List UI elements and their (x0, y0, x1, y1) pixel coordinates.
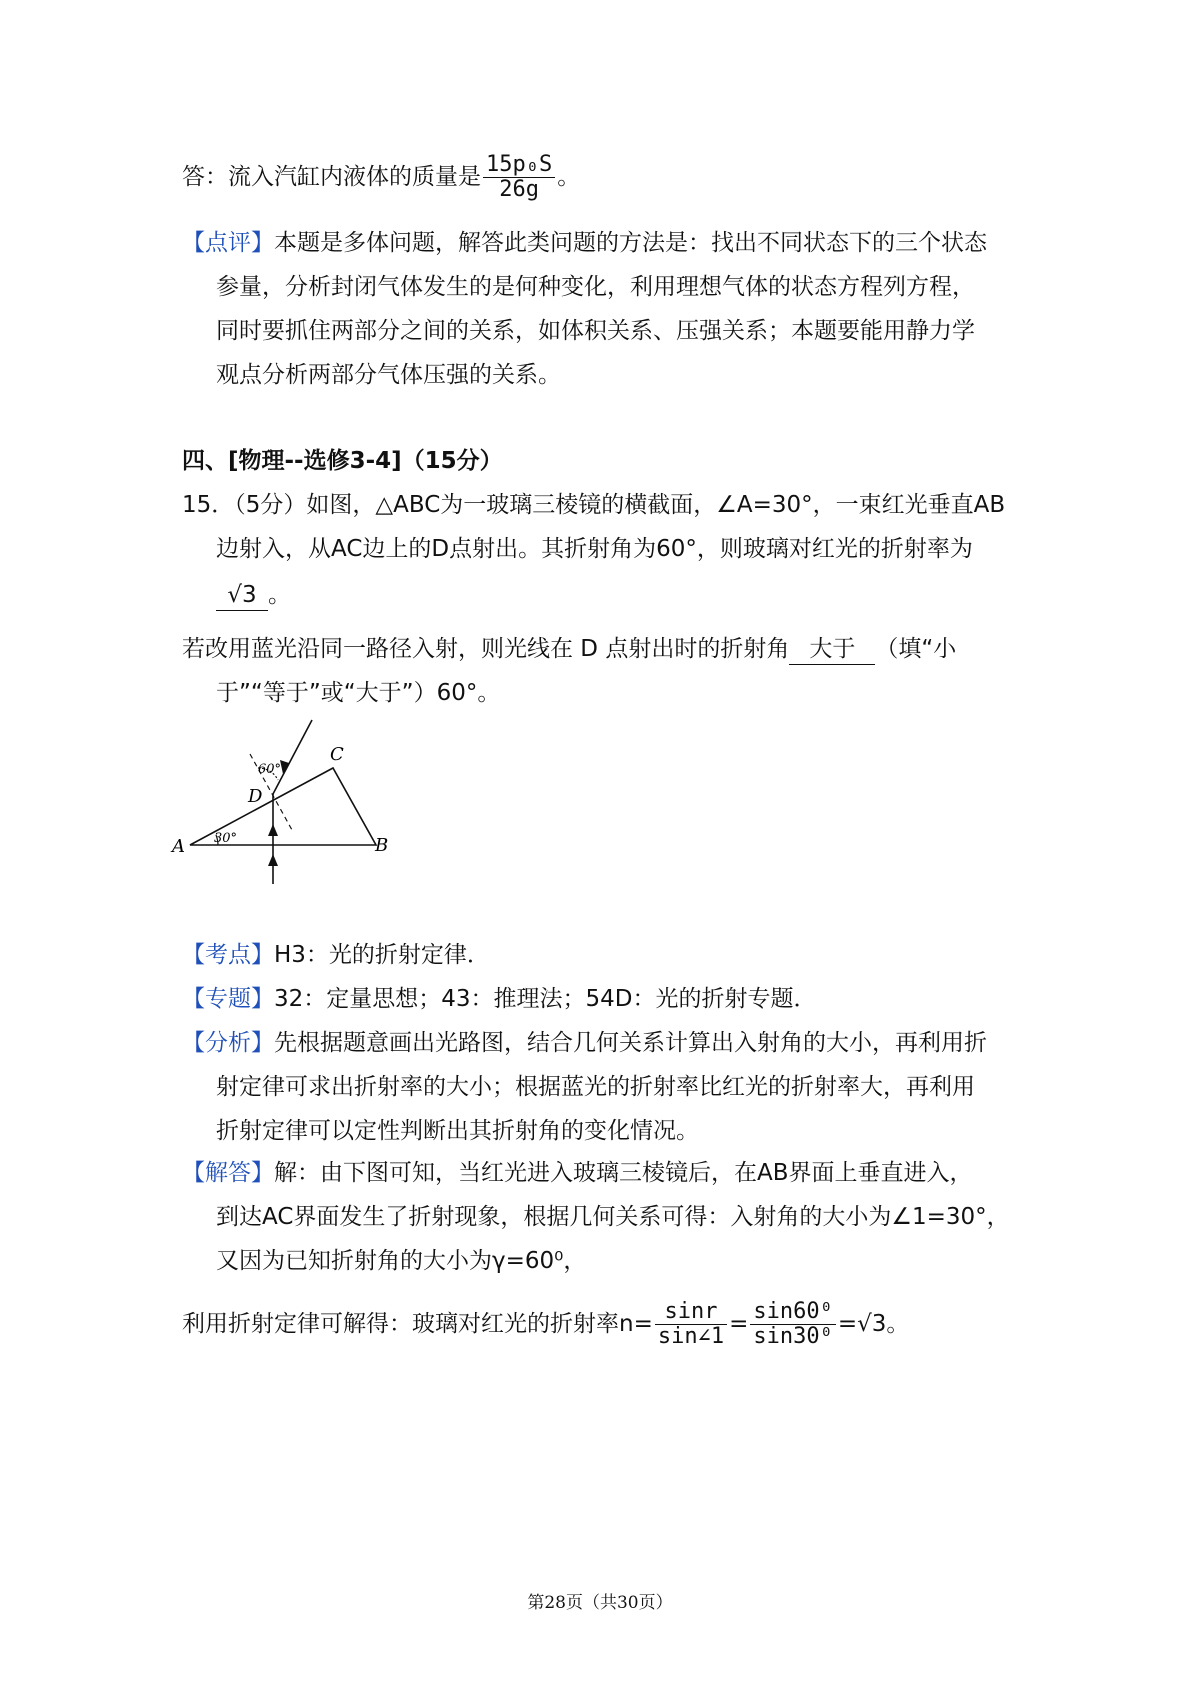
answer-blank-2: 大于 (789, 634, 875, 665)
label-d: D (248, 786, 263, 807)
fenxi-tag: 【分析】 (182, 1030, 274, 1056)
answer-prefix: 答：流入汽缸内液体的质量是 (182, 164, 481, 190)
comment-line-2: 参量，分析封闭气体发生的是何种变化，利用理想气体的状态方程列方程， (216, 274, 975, 300)
label-angle-a: 30° (214, 831, 238, 846)
prism-diagram (170, 718, 430, 888)
fraction-sin-ratio: $\frac{\sin r}{\sin\angle 1}$ (655, 1300, 727, 1349)
jieda-line-1: 【解答】解：由下图可知，当红光进入玻璃三棱镜后，在AB界面上垂直进入， (182, 1160, 973, 1186)
final-line: 利用折射定律可解得：玻璃对红光的折射率n= $\frac{\sin r}{\sin\angle 1}$ = $\frac{\text{sin60⁰}}{\text{sin30⁰}}$ =√3。 (182, 1299, 910, 1349)
comment-line-4: 观点分析两部分气体压强的关系。 (216, 362, 561, 388)
label-c: C (330, 744, 344, 765)
fenxi-line-1: 【分析】先根据题意画出光路图，结合几何关系计算出入射角的大小，再利用折 (182, 1030, 987, 1056)
question-line-3: √3 。 (216, 580, 291, 611)
jieda-line-2: 到达AC界面发生了折射现象，根据几何关系可得：入射角的大小为∠1=30°， (216, 1204, 1010, 1230)
jieda-tag: 【解答】 (182, 1160, 274, 1186)
question-line-1: 15．（5分）如图，△ABC为一玻璃三棱镜的横截面，∠A=30°，一束红光垂直AB (182, 492, 1006, 518)
zhuanti-tag: 【专题】 (182, 986, 274, 1012)
jieda-line-3: 又因为已知折射角的大小为γ=60⁰， (216, 1248, 587, 1274)
label-angle-d: 60° (258, 762, 282, 777)
incident-arrow-upper (268, 824, 278, 836)
incident-arrow-lower (268, 854, 278, 866)
mass-fraction: $\frac{\text{15p₀S}}{26g}$ (483, 153, 555, 202)
fenxi-line-3: 折射定律可以定性判断出其折射角的变化情况。 (216, 1118, 699, 1144)
question-line-5: 于”“等于”或“大于”）60°。 (216, 680, 501, 706)
answer-blank-1: √3 (216, 580, 268, 611)
comment-line-3: 同时要抓住两部分之间的关系，如体积关系、压强关系；本题要能用静力学 (216, 318, 975, 344)
label-a: A (172, 836, 185, 857)
page-footer: 第28页（共30页） (527, 1593, 673, 1613)
comment-tag: 【点评】 (182, 230, 274, 256)
kaodian-line: 【考点】H3：光的折射定律． (182, 942, 490, 968)
question-line-4: 若改用蓝光沿同一路径入射，则光线在 D 点射出时的折射角 大于 （填“小 (182, 634, 956, 665)
fraction-sin-values: $\frac{\text{sin60⁰}}{\text{sin30⁰}}$ (750, 1300, 835, 1349)
answer-line: 答：流入汽缸内液体的质量是 $\frac{\text{15p₀S}}{26g}$ 。 (182, 152, 581, 202)
zhuanti-line: 【专题】32：定量思想；43：推理法；54D：光的折射专题． (182, 986, 817, 1012)
section-title: 四、[物理--选修3-4]（15分） (182, 448, 503, 474)
comment-line-1: 【点评】本题是多体问题，解答此类问题的方法是：找出不同状态下的三个状态 (182, 230, 987, 256)
question-line-2: 边射入，从AC边上的D点射出。其折射角为60°，则玻璃对红光的折射率为 (216, 536, 973, 562)
label-b: B (375, 835, 389, 856)
fenxi-line-2: 射定律可求出折射率的大小；根据蓝光的折射率比红光的折射率大，再利用 (216, 1074, 975, 1100)
kaodian-tag: 【考点】 (182, 942, 274, 968)
